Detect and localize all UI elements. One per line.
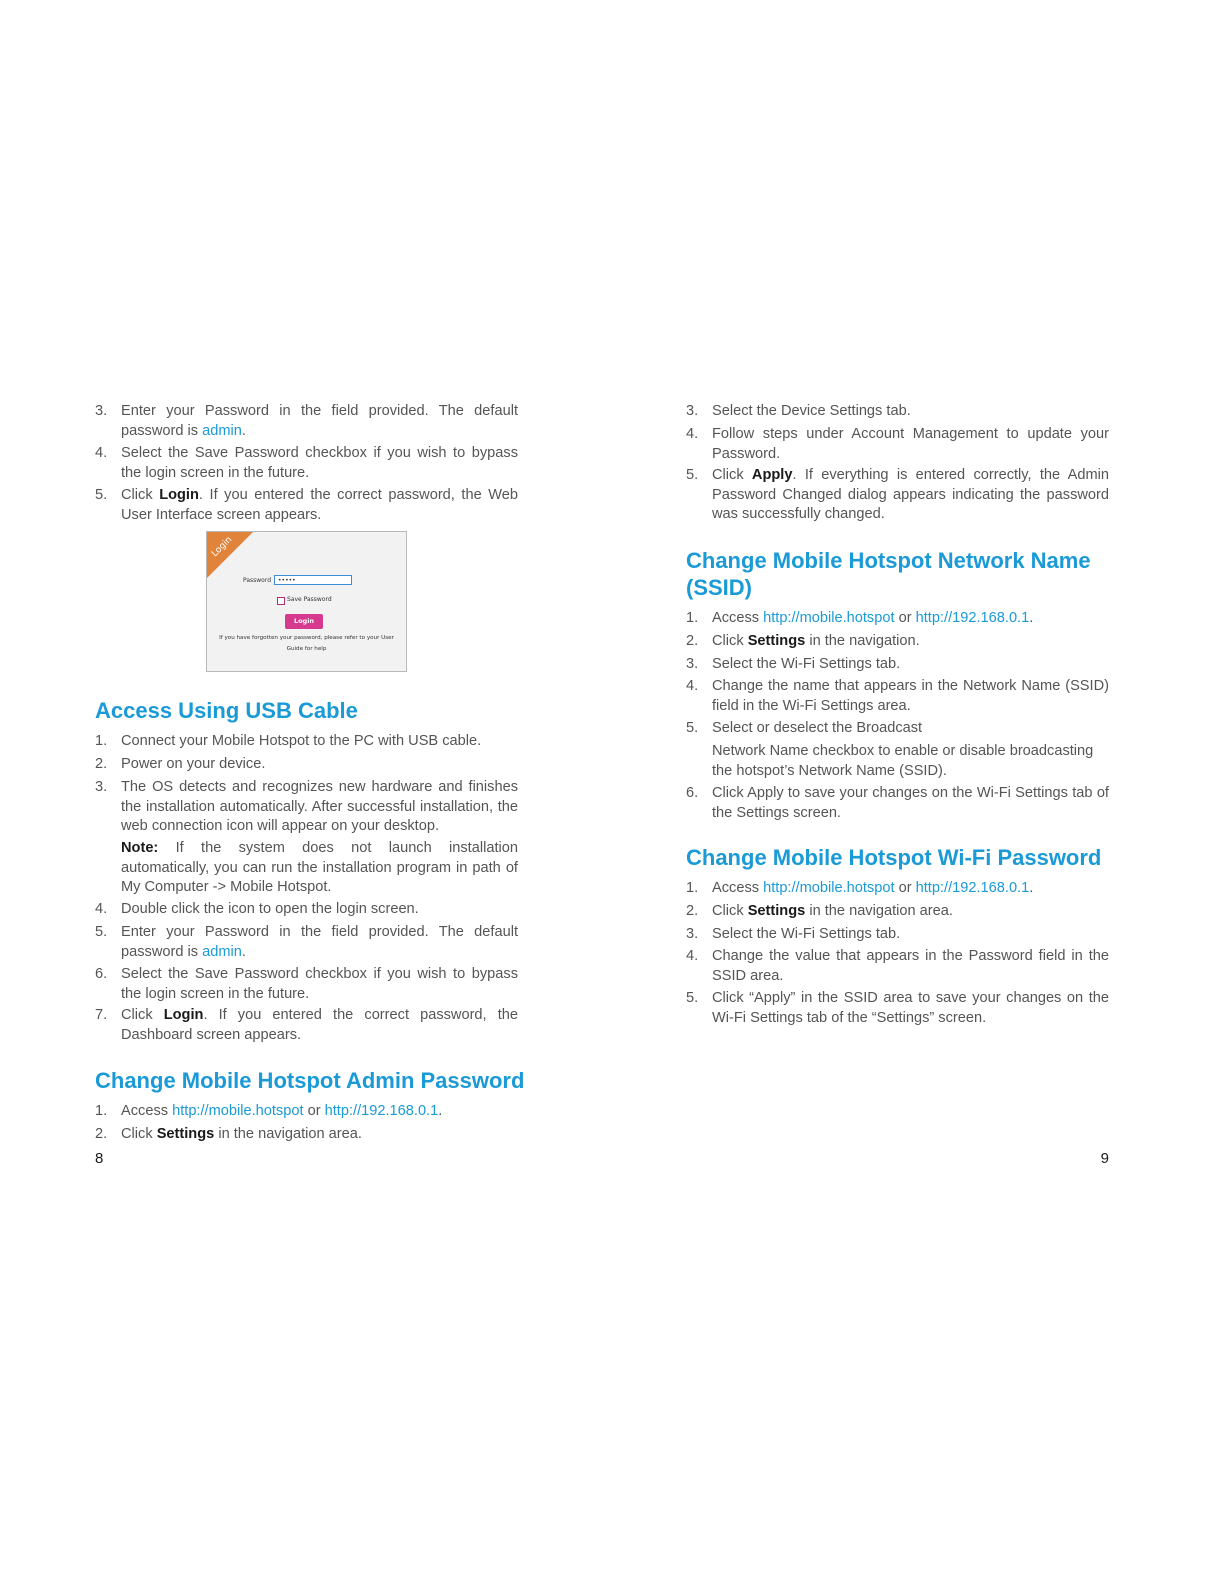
- note-line1-text: If the system does not launch installation: [175, 840, 518, 856]
- text-run: Click: [121, 1126, 157, 1142]
- note-paragraph: [121, 839, 518, 898]
- text-run: in the navigation area.: [805, 903, 953, 919]
- ssid-step5-continued: Network Name checkbox to enable or disable broadcasting the hotspot’s Network Name (SSID).: [712, 743, 1094, 779]
- text-run: Click “Apply” in the SSID area to save your changes on the Wi-Fi Settings tab of the “Settings” screen.: [712, 990, 1109, 1026]
- list-item: [95, 486, 518, 525]
- note-label: Note:: [121, 840, 159, 856]
- list-item-number: 1.: [686, 880, 699, 896]
- text-run: . If you entered the correct password, the Web User Interface screen appears.: [121, 487, 518, 523]
- list-item-text: [121, 1102, 518, 1122]
- list-item: [95, 402, 518, 441]
- list-item-text: [121, 1125, 518, 1145]
- list-item-number: 4.: [95, 901, 108, 917]
- list-item-text: [121, 486, 518, 525]
- url-link[interactable]: http://192.168.0.1: [915, 880, 1030, 896]
- list-item-number: 3.: [95, 403, 108, 419]
- list-item-number: 4.: [686, 948, 699, 964]
- text-run: .: [438, 1103, 443, 1119]
- list-item-number: 4.: [686, 426, 699, 442]
- text-run: Enter your Password in the field provided. The default password is: [121, 403, 518, 439]
- list-item: [95, 923, 518, 962]
- text-run: or: [894, 880, 916, 896]
- text-run: . If everything is entered correctly, the Admin Password Changed dialog appears indicating the password was successfully changed.: [712, 467, 1109, 523]
- list-item-text: [712, 719, 1109, 739]
- text-run: Select the Save Password checkbox if you wish to bypass the login screen in the future.: [121, 445, 518, 481]
- url-link[interactable]: http://192.168.0.1: [324, 1103, 439, 1119]
- list-item-text: [712, 655, 1109, 675]
- heading-usb-cable: Access Using USB Cable: [95, 698, 358, 723]
- password-input[interactable]: •••••: [274, 575, 352, 585]
- login-screenshot: [206, 531, 407, 672]
- list-item-number: 4.: [686, 678, 699, 694]
- bold-term: Settings: [156, 1126, 215, 1142]
- list-item: [95, 755, 518, 775]
- text-run: in the navigation.: [805, 633, 920, 649]
- list-item-number: 1.: [95, 1103, 108, 1119]
- save-password-checkbox[interactable]: [277, 597, 285, 605]
- list-item-text: [121, 402, 518, 441]
- list-item: [95, 778, 518, 837]
- list-item-text: [712, 402, 1109, 422]
- text-run: Click: [712, 633, 748, 649]
- list-item-text: [712, 425, 1109, 464]
- text-run: Connect your Mobile Hotspot to the PC with USB cable.: [121, 733, 482, 749]
- list-item: [686, 609, 1109, 629]
- text-run: . If you entered the correct password, the Dashboard screen appears.: [121, 1007, 518, 1043]
- login-button[interactable]: Login: [285, 614, 323, 629]
- list-item: [686, 925, 1109, 945]
- list-item: [95, 900, 518, 920]
- url-link[interactable]: admin: [202, 422, 242, 439]
- text-run: .: [241, 422, 246, 439]
- text-run: Access: [712, 880, 764, 896]
- page-number-left: 8: [95, 1150, 104, 1167]
- list-item-text: [121, 923, 518, 962]
- list-item: [686, 677, 1109, 716]
- list-item-number: 2.: [95, 1126, 108, 1142]
- list-item-number: 3.: [95, 779, 108, 795]
- list-item-text: [121, 444, 518, 483]
- text-run: Change the name that appears in the Network Name (SSID) field in the Wi-Fi Settings area.: [712, 678, 1109, 714]
- login-help-text: If you have forgotten your password, please refer to your User Guide for help: [219, 635, 394, 652]
- heading-ssid: Change Mobile Hotspot Network Name (SSID): [686, 548, 1091, 600]
- list-item-number: 6.: [95, 966, 108, 982]
- text-run: Click: [121, 487, 160, 503]
- text-run: Double click the icon to open the login screen.: [121, 901, 419, 917]
- list-item-text: [121, 732, 518, 752]
- list-item-text: [121, 965, 518, 1004]
- list-item-number: 2.: [95, 756, 108, 772]
- text-run: Select the Wi-Fi Settings tab.: [712, 926, 901, 942]
- note-rest-text: automatically, you can run the installation program in path of My Computer -> Mobile Hotspot.: [121, 859, 518, 896]
- bold-term: Apply: [751, 467, 793, 483]
- url-link[interactable]: admin: [202, 943, 242, 960]
- text-run: The OS detects and recognizes new hardware and finishes the installation automatically. After successful installation, the web connection icon will appear on your desktop.: [121, 779, 518, 835]
- text-run: Access: [121, 1103, 173, 1119]
- text-run: .: [1029, 880, 1034, 896]
- text-run: Click Apply to save your changes on the Wi-Fi Settings tab of the Settings screen.: [712, 785, 1109, 821]
- list-item: [686, 655, 1109, 675]
- url-link[interactable]: http://192.168.0.1: [915, 610, 1030, 626]
- url-link[interactable]: http://mobile.hotspot: [172, 1103, 304, 1119]
- text-run: Select the Wi-Fi Settings tab.: [712, 656, 901, 672]
- list-item: [95, 1125, 518, 1145]
- list-item-number: 1.: [95, 733, 108, 749]
- list-item-text: [121, 1006, 518, 1045]
- bold-term: Settings: [747, 903, 806, 919]
- text-run: or: [303, 1103, 325, 1119]
- password-label: Password: [243, 577, 272, 584]
- list-item-text: [712, 677, 1109, 716]
- list-item-number: 3.: [686, 926, 699, 942]
- list-item-number: 5.: [686, 467, 699, 483]
- list-item: [686, 466, 1109, 525]
- list-item: [686, 632, 1109, 652]
- list-item: [95, 1102, 518, 1122]
- list-item-text: [121, 778, 518, 837]
- url-link[interactable]: http://mobile.hotspot: [763, 610, 895, 626]
- url-link[interactable]: http://mobile.hotspot: [763, 880, 895, 896]
- list-item-number: 6.: [686, 785, 699, 801]
- text-run: or: [894, 610, 916, 626]
- list-item: [686, 784, 1109, 823]
- list-item: [686, 989, 1109, 1028]
- text-run: Power on your device.: [121, 756, 266, 772]
- text-run: .: [241, 943, 246, 960]
- list-item: [686, 902, 1109, 922]
- text-run: Change the value that appears in the Password field in the SSID area.: [712, 948, 1109, 984]
- list-item-number: 3.: [686, 656, 699, 672]
- list-item-number: 2.: [686, 633, 699, 649]
- list-item-text: [712, 609, 1109, 629]
- list-item-number: 7.: [95, 1007, 108, 1023]
- text-run: Select the Device Settings tab.: [712, 403, 911, 419]
- bold-term: Settings: [747, 633, 806, 649]
- text-run: Select or deselect the Broadcast: [712, 720, 923, 736]
- list-item: [686, 879, 1109, 899]
- list-item-text: [712, 466, 1109, 525]
- heading-admin-password: Change Mobile Hotspot Admin Password: [95, 1068, 525, 1093]
- text-run: Follow steps under Account Management to update your Password.: [712, 426, 1109, 462]
- list-item-text: [712, 902, 1109, 922]
- list-item-text: [712, 632, 1109, 652]
- page-number-right: 9: [1100, 1150, 1109, 1167]
- text-run: Click: [712, 903, 748, 919]
- list-item-text: [712, 879, 1109, 899]
- text-run: Access: [712, 610, 764, 626]
- text-run: Select the Save Password checkbox if you wish to bypass the login screen in the future.: [121, 966, 518, 1002]
- list-item-number: 4.: [95, 445, 108, 461]
- save-password-label: Save Password: [287, 596, 332, 603]
- list-item-text: [121, 755, 518, 775]
- list-item-number: 1.: [686, 610, 699, 626]
- list-item-text: [121, 900, 518, 920]
- list-item: [95, 965, 518, 1004]
- text-run: Enter your Password in the field provided. The default password is: [121, 924, 518, 960]
- list-item: [686, 425, 1109, 464]
- list-item-number: 5.: [686, 990, 699, 1006]
- login-corner-label: Login: [210, 534, 235, 560]
- bold-term: Login: [163, 1007, 204, 1023]
- list-item: [686, 402, 1109, 422]
- text-run: Click: [121, 1007, 164, 1023]
- list-item-number: 3.: [686, 403, 699, 419]
- list-item-number: 5.: [95, 487, 108, 503]
- list-item-number: 5.: [686, 720, 699, 736]
- list-item: [686, 947, 1109, 986]
- list-item: [686, 719, 1109, 739]
- list-item-text: [712, 784, 1109, 823]
- list-item: [95, 444, 518, 483]
- text-run: in the navigation area.: [214, 1126, 362, 1142]
- list-item-text: [712, 947, 1109, 986]
- list-item-number: 2.: [686, 903, 699, 919]
- list-item: [95, 732, 518, 752]
- list-item-text: [712, 989, 1109, 1028]
- note-first-line: [121, 839, 518, 859]
- text-run: Click: [712, 467, 752, 483]
- text-run: .: [1029, 610, 1034, 626]
- list-item: [95, 1006, 518, 1045]
- list-item-number: 5.: [95, 924, 108, 940]
- bold-term: Login: [159, 487, 199, 503]
- heading-wifi-password: Change Mobile Hotspot Wi-Fi Password: [686, 845, 1102, 870]
- list-item-text: [712, 925, 1109, 945]
